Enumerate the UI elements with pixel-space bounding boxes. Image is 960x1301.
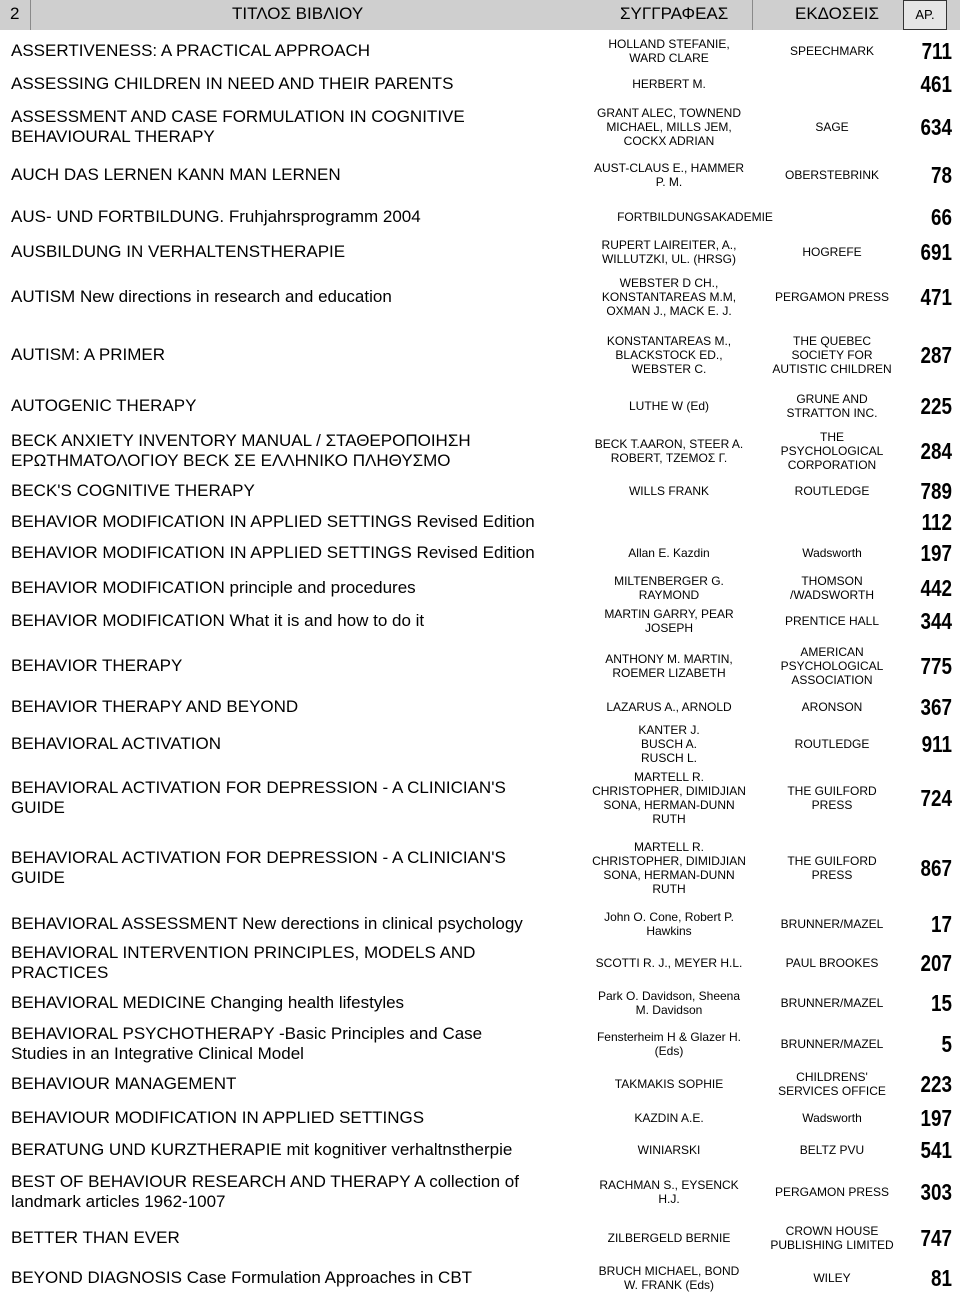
book-publisher-text: THE GUILFORD PRESS — [787, 854, 877, 882]
book-title — [11, 71, 586, 97]
table-row — [0, 1258, 960, 1298]
book-authors-text: BECK T.AARON, STEER A. ROBERT, ΤΖΕΜΟΣ Γ. — [594, 437, 744, 465]
book-number-text: 197 — [920, 539, 952, 566]
book-title — [11, 904, 586, 944]
book-authors — [588, 838, 750, 898]
book-publisher — [752, 944, 912, 982]
book-number-text: 442 — [920, 574, 952, 601]
book-publisher — [752, 506, 912, 538]
book-number — [893, 944, 952, 982]
book-title-text: BEHAVIOR THERAPY AND BEYOND — [11, 697, 299, 716]
book-title — [11, 424, 586, 478]
book-number — [893, 604, 952, 638]
book-number-text: 867 — [920, 854, 952, 881]
book-publisher — [752, 838, 912, 898]
book-authors — [588, 158, 750, 192]
book-authors — [588, 234, 750, 270]
book-number-text: 303 — [920, 1178, 952, 1205]
divider — [752, 0, 753, 30]
table-row — [0, 768, 960, 828]
book-authors-text: MARTIN GARRY, PEAR JOSEPH — [604, 607, 734, 635]
book-publisher — [752, 984, 912, 1022]
book-number-text: 724 — [920, 784, 952, 811]
divider — [30, 0, 31, 30]
table-row — [0, 1166, 960, 1218]
book-number-text: 691 — [920, 238, 952, 265]
book-title — [11, 570, 586, 606]
book-publisher — [752, 1068, 912, 1100]
book-publisher-text: Wadsworth — [802, 1111, 862, 1125]
book-number-text: 78 — [931, 161, 952, 188]
book-authors-text: AUST-CLAUS E., HAMMER P. M. — [593, 161, 745, 189]
book-authors — [588, 570, 750, 606]
book-authors-text: RUPERT LAIREITER, A., WILLUTZKI, UL. (HRSG) — [601, 238, 737, 266]
book-number — [893, 1218, 952, 1258]
book-publisher-text: AMERICAN PSYCHOLOGICAL ASSOCIATION — [780, 645, 884, 687]
book-publisher-text: BELTZ PVU — [799, 1143, 865, 1157]
book-authors-text: WINIARSKI — [637, 1143, 701, 1157]
table-row — [0, 478, 960, 504]
book-title-text: AUTISM: A PRIMER — [11, 345, 165, 364]
book-authors — [588, 388, 750, 424]
book-title-text: BEHAVIORAL INTERVENTION PRINCIPLES, MODELS AND PRACTICES — [11, 943, 476, 982]
book-authors — [588, 538, 750, 568]
book-publisher — [752, 1258, 912, 1298]
book-title — [11, 506, 586, 538]
book-authors — [588, 1166, 750, 1218]
book-publisher-text: ROUTLEDGE — [794, 484, 870, 498]
book-number-text: 747 — [920, 1224, 952, 1251]
book-authors — [588, 722, 750, 766]
table-row — [0, 71, 960, 97]
book-title — [11, 1166, 586, 1218]
book-title — [11, 388, 586, 424]
book-publisher-text: Wadsworth — [802, 546, 862, 560]
book-number — [893, 424, 952, 478]
book-authors — [588, 984, 750, 1022]
book-publisher — [752, 478, 912, 504]
book-authors-text: LAZARUS A., ARNOLD — [606, 700, 732, 714]
book-title-text: BETTER THAN EVER — [11, 1228, 180, 1247]
book-title — [11, 1102, 586, 1134]
table-row — [0, 640, 960, 692]
book-publisher-text: SAGE — [815, 120, 849, 134]
book-authors-text: BRUCH MICHAEL, BOND W. FRANK (Eds) — [598, 1264, 740, 1292]
book-title-text: AUS- UND FORTBILDUNG. Fruhjahrsprogramm 2004 — [11, 207, 421, 226]
table-row — [0, 234, 960, 270]
table-row — [0, 604, 960, 638]
book-title — [11, 984, 586, 1022]
book-number-text: 471 — [920, 283, 952, 310]
book-title-text: AUSBILDUNG IN VERHALTENSTHERAPIE — [11, 242, 346, 261]
book-authors — [588, 71, 750, 97]
book-authors — [588, 1258, 750, 1298]
book-title-text: BEHAVIORAL ASSESSMENT New derections in clinical psychology — [11, 914, 523, 933]
book-publisher — [752, 538, 912, 568]
book-authors-text: ZILBERGELD BERNIE — [607, 1231, 731, 1245]
book-publisher — [752, 1134, 912, 1166]
book-publisher — [752, 1218, 912, 1258]
book-number-text: 287 — [920, 341, 952, 368]
book-publisher — [752, 692, 912, 722]
book-authors-text: FORTBILDUNGSAKADEMIE — [617, 210, 773, 224]
book-publisher-text: BRUNNER/MAZEL — [780, 917, 884, 931]
book-authors — [588, 35, 750, 67]
book-authors-text: HOLLAND STEFANIE, WARD CLARE — [608, 37, 730, 65]
book-title-text: BEHAVIOR MODIFICATION IN APPLIED SETTINGS Revised Edition — [11, 543, 535, 562]
book-number-text: 775 — [920, 652, 952, 679]
book-publisher — [752, 640, 912, 692]
book-title — [11, 234, 586, 270]
book-publisher-text: PAUL BROOKES — [785, 956, 879, 970]
book-publisher-text: BRUNNER/MAZEL — [780, 1037, 884, 1051]
table-row — [0, 1218, 960, 1258]
book-title-text: AUCH DAS LERNEN KANN MAN LERNEN — [11, 165, 341, 184]
book-authors — [588, 904, 750, 944]
book-title — [11, 274, 586, 320]
column-header-publishers: ΕΚΔΟΣΕΙΣ — [795, 4, 879, 23]
book-number-text: 789 — [920, 477, 952, 504]
book-title-text: BEHAVIOUR MODIFICATION IN APPLIED SETTINGS — [11, 1108, 425, 1127]
book-number-text: 461 — [920, 70, 952, 97]
book-publisher-text: OBERSTEBRINK — [784, 168, 880, 182]
book-number-text: 197 — [920, 1104, 952, 1131]
book-publisher — [752, 904, 912, 944]
book-number — [893, 158, 952, 192]
book-authors — [588, 768, 750, 828]
book-number — [893, 984, 952, 1022]
table-row — [0, 200, 960, 234]
book-publisher-text: PRENTICE HALL — [784, 614, 880, 628]
book-publisher — [752, 158, 912, 192]
book-title — [11, 1218, 586, 1258]
table-row — [0, 1068, 960, 1100]
book-title — [11, 838, 586, 898]
book-authors-text: KANTER J. BUSCH A. RUSCH L. — [638, 723, 700, 765]
book-title-text: BEHAVIOR MODIFICATION IN APPLIED SETTINGS Revised Edition — [11, 512, 535, 531]
book-number — [893, 35, 952, 67]
book-authors — [588, 944, 750, 982]
book-number — [893, 1166, 952, 1218]
book-publisher — [752, 604, 912, 638]
book-publisher-text: ROUTLEDGE — [794, 737, 870, 751]
book-title-text: ASSERTIVENESS: A PRACTICAL APPROACH — [11, 41, 371, 60]
book-title — [11, 99, 586, 155]
book-authors — [588, 640, 750, 692]
book-title-text: BEST OF BEHAVIOUR RESEARCH AND THERAPY A collection of landmark articles 1962-1007 — [11, 1172, 519, 1211]
book-authors — [588, 1134, 750, 1166]
book-publisher-text: PERGAMON PRESS — [774, 1185, 890, 1199]
table-row — [0, 722, 960, 766]
book-publisher-text: HOGREFE — [802, 245, 862, 259]
book-title-text: BECK'S COGNITIVE THERAPY — [11, 481, 255, 500]
book-number — [893, 1020, 952, 1068]
table-row — [0, 1020, 960, 1068]
book-authors — [588, 99, 750, 155]
book-authors — [588, 424, 750, 478]
book-publisher-text: THE QUEBEC SOCIETY FOR AUTISTIC CHILDREN — [772, 334, 892, 376]
book-title — [11, 722, 586, 766]
book-title — [11, 1258, 586, 1298]
column-header-number: ΑΡ. — [903, 0, 947, 30]
book-authors — [588, 1068, 750, 1100]
table-row — [0, 506, 960, 538]
book-number-text: 81 — [931, 1264, 952, 1291]
table-row — [0, 35, 960, 67]
book-authors-text: MARTELL R. CHRISTOPHER, DIMIDJIAN SONA, HERMAN-DUNN RUTH — [592, 840, 746, 896]
book-authors-text: ANTHONY M. MARTIN, ROEMER LIZABETH — [605, 652, 733, 680]
book-number — [893, 478, 952, 504]
book-number-text: 5 — [941, 1030, 952, 1057]
book-number — [893, 1134, 952, 1166]
book-number — [893, 692, 952, 722]
book-authors-text: WILLS FRANK — [628, 484, 709, 498]
book-authors-text: John O. Cone, Robert P. Hawkins — [604, 910, 734, 938]
book-title — [11, 604, 586, 638]
book-publisher-text: WILEY — [813, 1271, 851, 1285]
book-title-text: ASSESSING CHILDREN IN NEED AND THEIR PARENTS — [11, 74, 454, 93]
book-title — [11, 35, 586, 67]
column-header-title: ΤΙΤΛΟΣ ΒΙΒΛΙΟΥ — [232, 4, 364, 23]
table-row — [0, 99, 960, 155]
book-publisher — [752, 1166, 912, 1218]
book-publisher — [752, 1020, 912, 1068]
book-publisher — [752, 35, 912, 67]
book-authors-text: Fensterheim H & Glazer H. (Eds) — [596, 1030, 742, 1058]
book-title-text: AUTOGENIC THERAPY — [11, 396, 197, 415]
book-number-text: 911 — [921, 730, 952, 757]
book-publisher — [752, 274, 912, 320]
book-number — [893, 326, 952, 384]
book-number-text: 207 — [920, 949, 952, 976]
book-title-text: BEHAVIOUR MANAGEMENT — [11, 1074, 237, 1093]
book-title-text: BEHAVIOR MODIFICATION principle and procedures — [11, 578, 416, 597]
table-row — [0, 538, 960, 568]
book-number-text: 344 — [920, 607, 952, 634]
book-number — [893, 506, 952, 538]
book-number-text: 17 — [931, 910, 952, 937]
book-title-text: BECK ANXIETY INVENTORY MANUAL / ΣΤΑΘΕΡΟΠΟΙΗΣΗ ΕΡΩΤΗΜΑΤΟΛΟΓΙΟΥ BECK ΣΕ ΕΛΛΗΝΙΚΟ ΠΛΗΘΥΣΜΟ — [11, 431, 471, 470]
book-number-text: 367 — [920, 693, 952, 720]
book-number-text: 15 — [931, 989, 952, 1016]
table-row — [0, 388, 960, 424]
book-number-text: 66 — [931, 203, 952, 230]
table-row — [0, 158, 960, 192]
book-publisher-text: THOMSON /WADSWORTH — [790, 574, 874, 602]
book-publisher-text: GRUNE AND STRATTON INC. — [786, 392, 878, 420]
book-publisher — [752, 722, 912, 766]
table-row — [0, 904, 960, 944]
book-authors — [588, 1218, 750, 1258]
table-row — [0, 326, 960, 384]
book-publisher — [752, 234, 912, 270]
book-publisher — [752, 200, 912, 234]
book-number — [893, 904, 952, 944]
book-authors-text: WEBSTER D CH., KONSTANTAREAS M.M, OXMAN J., MACK E. J. — [601, 276, 737, 318]
book-authors-text: GRANT ALEC, TOWNEND MICHAEL, MILLS JEM, COCKX ADRIAN — [596, 106, 742, 148]
book-title — [11, 538, 586, 568]
book-number — [893, 538, 952, 568]
book-number — [893, 99, 952, 155]
book-title — [11, 200, 586, 234]
book-number — [893, 1102, 952, 1134]
book-authors — [588, 1102, 750, 1134]
book-number — [893, 640, 952, 692]
book-publisher-text: CROWN HOUSE PUBLISHING LIMITED — [770, 1224, 894, 1252]
book-title — [11, 478, 586, 504]
book-title-text: ASSESSMENT AND CASE FORMULATION IN COGNITIVE BEHAVIOURAL THERAPY — [11, 107, 465, 146]
book-title — [11, 1020, 586, 1068]
book-publisher — [752, 71, 912, 97]
book-publisher-text: ARONSON — [801, 700, 863, 714]
book-number — [893, 274, 952, 320]
book-number — [893, 200, 952, 234]
book-title — [11, 1068, 586, 1100]
book-number — [893, 722, 952, 766]
book-authors-text: KONSTANTAREAS M., BLACKSTOCK ED., WEBSTER C. — [606, 334, 732, 376]
book-number-text: 223 — [920, 1070, 952, 1097]
book-authors-text: LUTHE W (Ed) — [628, 399, 709, 413]
table-row — [0, 984, 960, 1022]
book-authors-text: MARTELL R. CHRISTOPHER, DIMIDJIAN SONA, HERMAN-DUNN RUTH — [592, 770, 746, 826]
book-number-text: 541 — [920, 1136, 952, 1163]
book-title-text: BERATUNG UND KURZTHERAPIE mit kognitiver verhaltnstherpie — [11, 1140, 513, 1159]
book-authors — [588, 274, 750, 320]
book-authors-text: HERBERT M. — [632, 77, 706, 91]
book-authors — [588, 1020, 750, 1068]
book-title — [11, 158, 586, 192]
book-title-text: BEHAVIORAL MEDICINE Changing health lifestyles — [11, 993, 405, 1012]
book-publisher — [752, 1102, 912, 1134]
book-title — [11, 640, 586, 692]
book-title-text: BEHAVIORAL ACTIVATION FOR DEPRESSION - A CLINICIAN'S GUIDE — [11, 848, 506, 887]
book-publisher-text: CHILDRENS' SERVICES OFFICE — [778, 1070, 886, 1098]
book-number-text: 225 — [920, 392, 952, 419]
table-row — [0, 1102, 960, 1134]
book-title — [11, 692, 586, 722]
book-authors — [588, 478, 750, 504]
book-authors — [588, 506, 750, 538]
book-title — [11, 768, 586, 828]
book-publisher — [752, 388, 912, 424]
book-authors-text: MILTENBERGER G. RAYMOND — [614, 574, 724, 602]
book-title-text: BEYOND DIAGNOSIS Case Formulation Approaches in CBT — [11, 1268, 473, 1287]
book-authors-text: TAKMAKIS SOPHIE — [614, 1077, 724, 1091]
book-number — [893, 838, 952, 898]
book-publisher — [752, 424, 912, 478]
book-number — [893, 388, 952, 424]
table-row — [0, 570, 960, 606]
book-number — [893, 1258, 952, 1298]
book-title-text: BEHAVIORAL ACTIVATION FOR DEPRESSION - A CLINICIAN'S GUIDE — [11, 778, 506, 817]
table-row — [0, 944, 960, 982]
book-authors-text: KAZDIN A.E. — [634, 1111, 704, 1125]
book-title-text: BEHAVIORAL PSYCHOTHERAPY -Basic Principles and Case Studies in an Integrative Clinical Model — [11, 1024, 483, 1063]
book-publisher — [752, 99, 912, 155]
book-authors-text: RACHMAN S., EYSENCK H.J. — [599, 1178, 739, 1206]
book-title-text: BEHAVIORAL ACTIVATION — [11, 734, 222, 753]
book-number — [893, 768, 952, 828]
table-row — [0, 274, 960, 320]
book-number — [893, 1068, 952, 1100]
book-publisher — [752, 768, 912, 828]
book-title-text: BEHAVIOR MODIFICATION What it is and how to do it — [11, 611, 425, 630]
book-publisher — [752, 570, 912, 606]
book-publisher — [752, 326, 912, 384]
book-number-text: 711 — [921, 37, 952, 64]
table-header — [0, 0, 960, 30]
book-authors — [588, 604, 750, 638]
table-row — [0, 424, 960, 478]
book-publisher-text: PERGAMON PRESS — [774, 290, 890, 304]
table-row — [0, 1134, 960, 1166]
book-number — [893, 71, 952, 97]
book-number-text: 634 — [920, 113, 952, 140]
book-authors-text: SCOTTI R. J., MEYER H.L. — [595, 956, 743, 970]
table-row — [0, 838, 960, 898]
book-number-text: 112 — [921, 508, 952, 535]
book-number — [893, 570, 952, 606]
page-number: 2 — [10, 4, 20, 23]
book-title — [11, 944, 586, 982]
book-title — [11, 326, 586, 384]
book-publisher-text: BRUNNER/MAZEL — [780, 996, 884, 1010]
table-row — [0, 692, 960, 722]
book-authors-text: Allan E. Kazdin — [628, 546, 710, 560]
book-number-text: 284 — [920, 437, 952, 464]
book-publisher-text: THE GUILFORD PRESS — [787, 784, 877, 812]
book-number — [893, 234, 952, 270]
book-publisher-text: SPEECHMARK — [789, 44, 875, 58]
book-publisher-text: THE PSYCHOLOGICAL CORPORATION — [780, 430, 884, 472]
book-authors — [588, 692, 750, 722]
book-title — [11, 1134, 586, 1166]
book-authors — [588, 326, 750, 384]
book-title-text: AUTISM New directions in research and education — [11, 287, 392, 306]
book-authors-text: Park O. Davidson, Sheena M. Davidson — [597, 989, 741, 1017]
book-title-text: BEHAVIOR THERAPY — [11, 656, 183, 675]
column-header-authors: ΣΥΓΓΡΑΦΕΑΣ — [620, 4, 729, 23]
